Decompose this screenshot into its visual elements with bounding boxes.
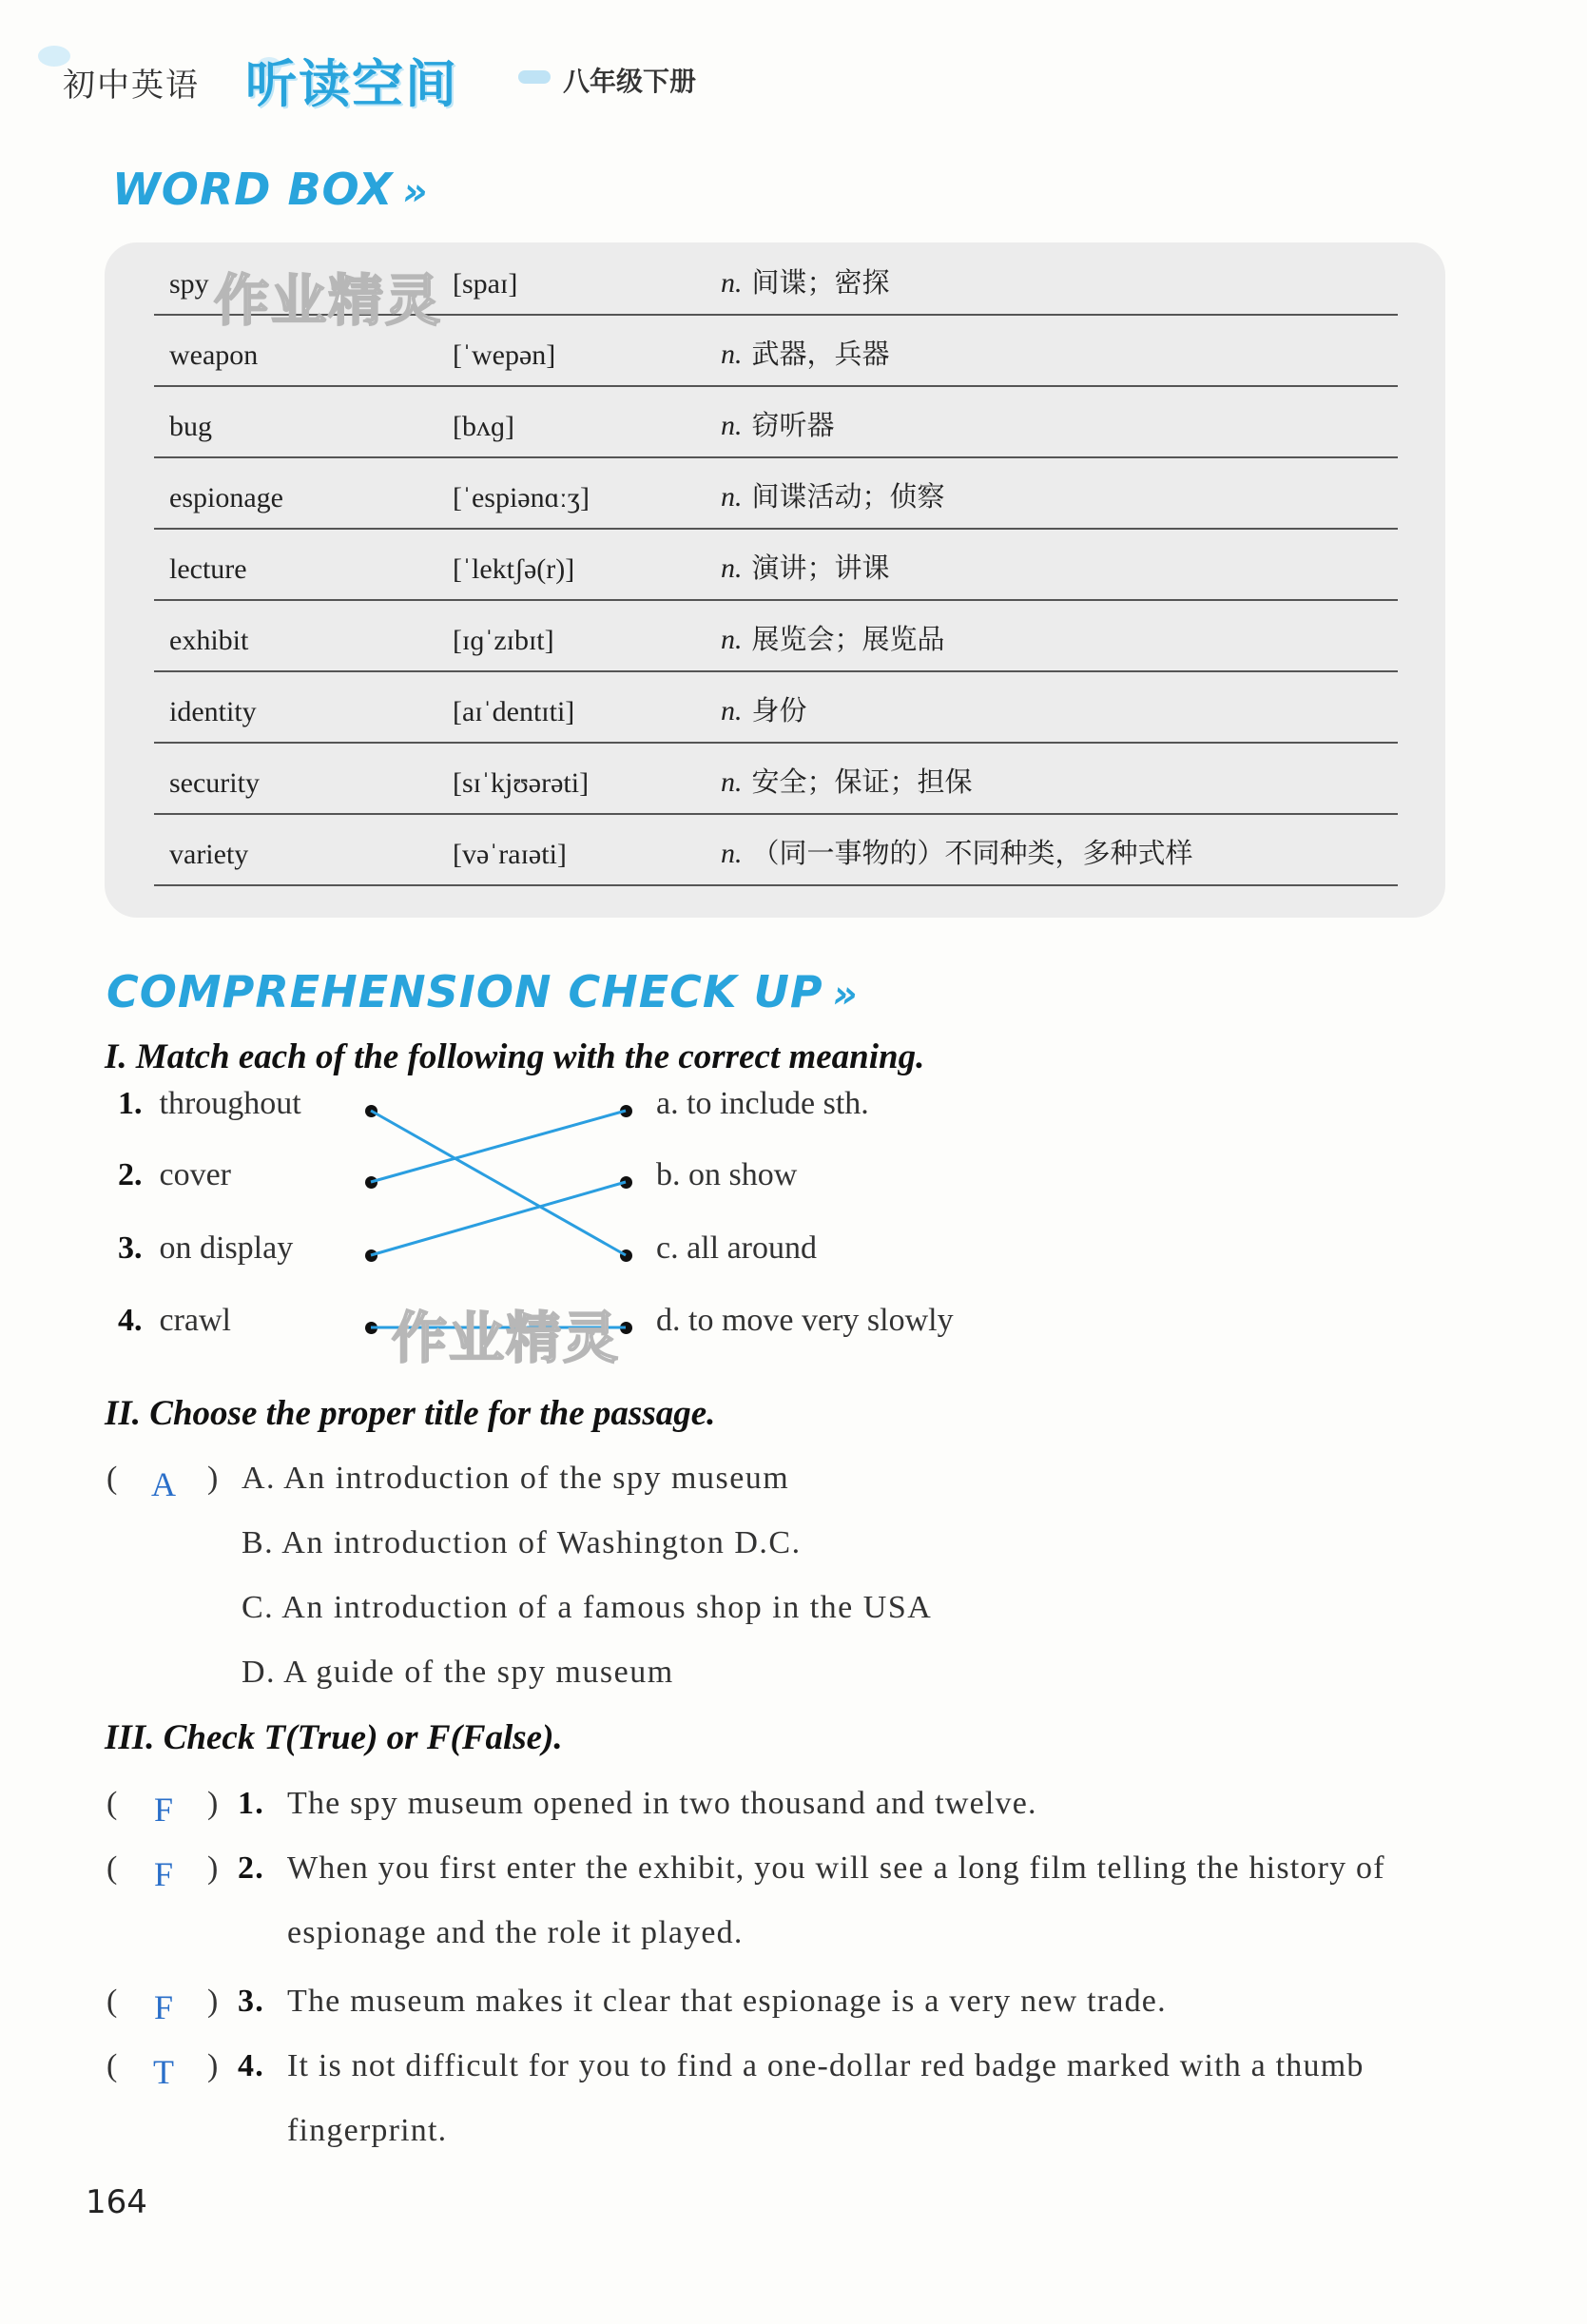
statement-number: 4.: [238, 2048, 264, 2083]
meaning-text: 展览会；展览品: [751, 623, 945, 655]
series-title: 初中英语: [63, 67, 200, 105]
meaning-text: 身份: [751, 694, 807, 726]
watermark: 作业精灵: [214, 268, 443, 333]
word: variety: [169, 839, 249, 870]
meaning-text: 间谍；密探: [751, 266, 890, 299]
pronunciation: [ɪɡˈzɪbɪt]: [453, 625, 554, 656]
part-of-speech: n.: [721, 267, 743, 299]
meaning-text: 武器，兵器: [751, 338, 890, 370]
item-number: 2.: [118, 1157, 143, 1192]
part2-heading: II. Choose the proper title for the passage.: [105, 1394, 716, 1433]
match-line: [371, 1111, 626, 1255]
statement-number: 2.: [238, 1850, 264, 1886]
item-number: 1.: [118, 1086, 143, 1121]
item-text: crawl: [159, 1303, 232, 1338]
match-right-item: a. to include sth.: [656, 1086, 869, 1121]
option: B. An introduction of Washington D.C.: [242, 1525, 802, 1560]
match-right-item: d. to move very slowly: [656, 1303, 954, 1338]
chevron-right-icon: »: [402, 170, 429, 214]
match-line: [371, 1111, 626, 1182]
statement-number: 3.: [238, 1984, 264, 2019]
pronunciation: [aɪˈdentɪti]: [453, 696, 575, 727]
answer-value: T: [153, 2053, 174, 2091]
statement-text: It is not difficult for you to find a one-dollar red badge marked with a thumb: [287, 2048, 1364, 2083]
comprehension-title-text: COMPREHENSION CHECK UP: [106, 966, 823, 1017]
answer-value: F: [153, 1988, 174, 2026]
answer-value: F: [153, 1791, 174, 1829]
part3-heading: III. Check T(True) or F(False).: [105, 1718, 563, 1757]
open-paren: (: [106, 1984, 118, 2019]
word: spy: [169, 268, 209, 300]
word: weapon: [169, 339, 259, 371]
close-paren: ): [207, 1850, 219, 1886]
open-paren: (: [106, 1786, 118, 1821]
pronunciation: [vəˈraɪəti]: [453, 839, 567, 870]
pronunciation: [bʌɡ]: [453, 411, 514, 442]
open-paren: (: [106, 2048, 118, 2083]
item-text: throughout: [159, 1086, 301, 1121]
meaning-text: 演讲；讲课: [751, 552, 890, 584]
chevron-right-icon: »: [832, 973, 859, 1017]
item-text: cover: [159, 1157, 232, 1192]
pronunciation: [ˈlektʃə(r)]: [453, 553, 575, 585]
statement-number: 1.: [238, 1786, 264, 1821]
word: bug: [169, 411, 212, 442]
open-paren: (: [106, 1850, 118, 1886]
meaning-text: 间谍活动；侦察: [751, 480, 945, 513]
grade-label: 八年级下册: [563, 66, 697, 97]
meaning-text: 窃听器: [751, 409, 835, 441]
open-paren: (: [106, 1461, 118, 1496]
pronunciation: [ˈespiənɑːʒ]: [453, 482, 590, 513]
answer-value: A: [151, 1465, 176, 1503]
option: C. An introduction of a famous shop in the USA: [242, 1590, 933, 1625]
item-number: 4.: [118, 1303, 143, 1338]
option: D. A guide of the spy museum: [242, 1655, 674, 1690]
word: security: [169, 767, 260, 799]
part-of-speech: n.: [721, 481, 743, 513]
part1-heading: I. Match each of the following with the correct meaning.: [105, 1037, 925, 1076]
word: identity: [169, 696, 257, 727]
word: lecture: [169, 553, 247, 585]
part-of-speech: n.: [721, 766, 743, 798]
part-of-speech: n.: [721, 624, 743, 655]
match-right-item: b. on show: [656, 1157, 798, 1192]
answer-value: F: [153, 1855, 174, 1893]
watermark: 作业精灵: [392, 1306, 621, 1370]
statement-text: espionage and the role it played.: [287, 1915, 744, 1950]
part-of-speech: n.: [721, 838, 743, 869]
meaning-text: 安全；保证；担保: [751, 765, 973, 798]
item-number: 3.: [118, 1230, 143, 1266]
part-of-speech: n.: [721, 552, 743, 584]
word-box-title-text: WORD BOX: [112, 164, 394, 215]
option: A. An introduction of the spy museum: [242, 1461, 790, 1496]
pronunciation: [spaɪ]: [453, 268, 518, 300]
match-right-item: c. all around: [656, 1230, 817, 1266]
book-logo: 听读空间: [245, 54, 458, 114]
close-paren: ): [207, 2048, 219, 2083]
pronunciation: [sɪˈkjʊərəti]: [453, 767, 590, 799]
statement-text: When you first enter the exhibit, you will see a long film telling the history of: [287, 1850, 1385, 1886]
close-paren: ): [207, 1984, 219, 2019]
pronunciation: [ˈwepən]: [453, 339, 556, 371]
item-text: on display: [159, 1230, 294, 1266]
part-of-speech: n.: [721, 695, 743, 726]
page-number: 164: [86, 2183, 147, 2221]
meaning-text: （同一事物的）不同种类，多种式样: [751, 837, 1193, 869]
statement-text: The spy museum opened in two thousand and twelve.: [287, 1786, 1037, 1821]
word: exhibit: [169, 625, 249, 656]
match-line: [371, 1182, 626, 1255]
close-paren: ): [207, 1461, 219, 1496]
word: espionage: [169, 482, 283, 513]
part-of-speech: n.: [721, 339, 743, 370]
close-paren: ): [207, 1786, 219, 1821]
statement-text: fingerprint.: [287, 2113, 448, 2148]
part-of-speech: n.: [721, 410, 743, 441]
statement-text: The museum makes it clear that espionage is a very new trade.: [287, 1984, 1167, 2019]
